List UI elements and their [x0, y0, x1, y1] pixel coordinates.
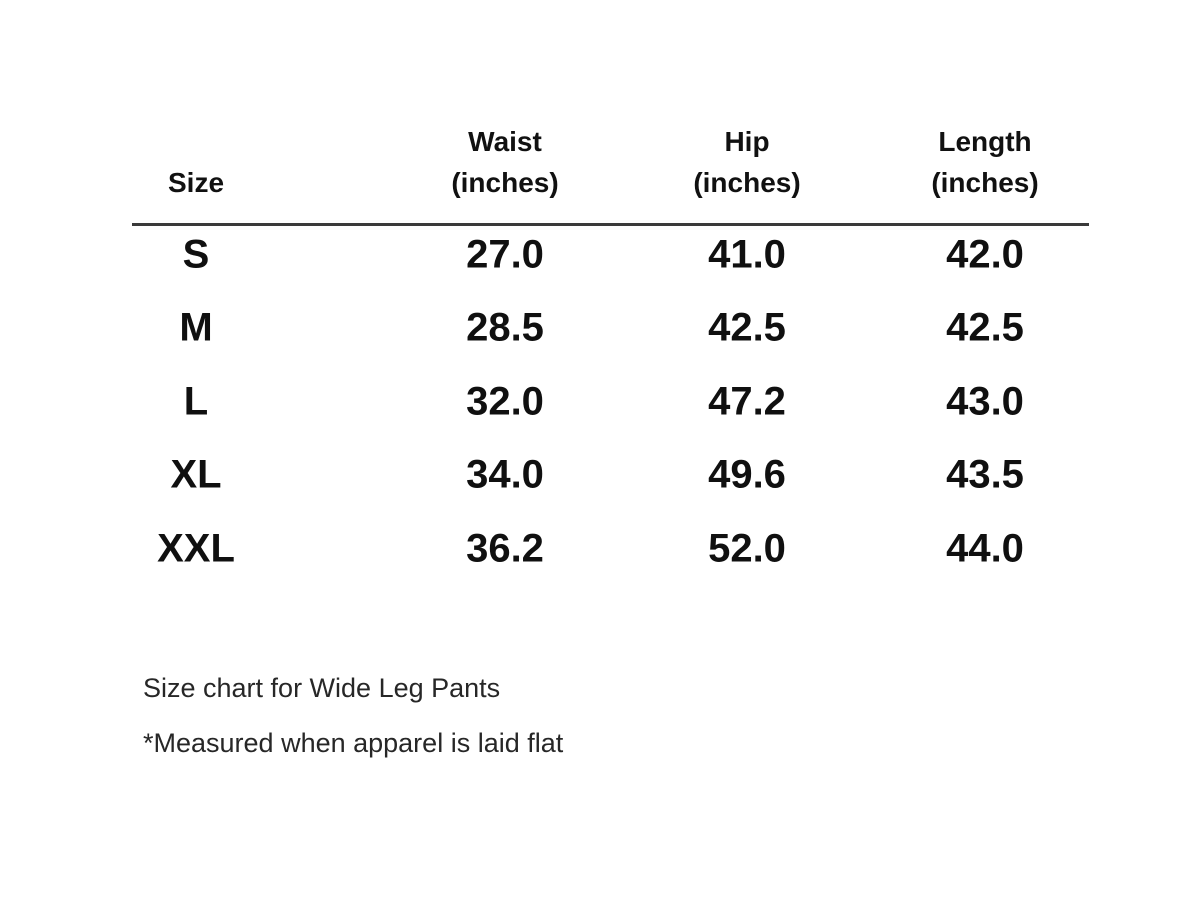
length-cell: 42.5 — [946, 305, 1024, 350]
hip-cell: 52.0 — [708, 526, 786, 571]
table-row — [0, 218, 1200, 292]
table-row — [0, 512, 1200, 586]
column-header-hip — [693, 121, 800, 203]
column-header-unit: (inches) — [693, 167, 801, 198]
column-header-label: Length — [938, 126, 1032, 157]
measurement-note: *Measured when apparel is laid flat — [143, 728, 564, 758]
table-row — [0, 365, 1200, 439]
column-header-size — [168, 162, 224, 203]
hip-cell: 42.5 — [708, 305, 786, 350]
waist-cell: 32.0 — [466, 379, 544, 424]
hip-cell: 47.2 — [708, 379, 786, 424]
size-cell: S — [182, 232, 210, 277]
waist-cell: 28.5 — [466, 305, 544, 350]
column-header-unit: (inches) — [931, 167, 1039, 198]
length-cell: 43.0 — [946, 379, 1024, 424]
length-cell: 43.5 — [946, 452, 1024, 497]
length-cell: 44.0 — [946, 526, 1024, 571]
waist-cell: 34.0 — [466, 452, 544, 497]
waist-cell: 27.0 — [466, 232, 544, 277]
column-header-unit: (inches) — [451, 167, 559, 198]
table-header-row — [0, 0, 1200, 223]
size-cell: XL — [170, 452, 222, 497]
column-header-length — [931, 121, 1038, 203]
chart-caption: Size chart for Wide Leg Pants — [143, 673, 501, 703]
size-cell: L — [183, 379, 209, 424]
hip-cell: 41.0 — [708, 232, 786, 277]
hip-cell: 49.6 — [708, 452, 786, 497]
size-cell: XXL — [157, 526, 235, 571]
length-cell: 42.0 — [946, 232, 1024, 277]
table-body — [0, 218, 1200, 586]
column-header-label: Size — [167, 167, 225, 198]
column-header-waist — [451, 121, 558, 203]
table-row — [0, 292, 1200, 366]
waist-cell: 36.2 — [466, 526, 544, 571]
size-cell: M — [179, 305, 213, 350]
column-header-label: Waist — [468, 126, 542, 157]
column-header-label: Hip — [724, 126, 770, 157]
table-row — [0, 439, 1200, 513]
